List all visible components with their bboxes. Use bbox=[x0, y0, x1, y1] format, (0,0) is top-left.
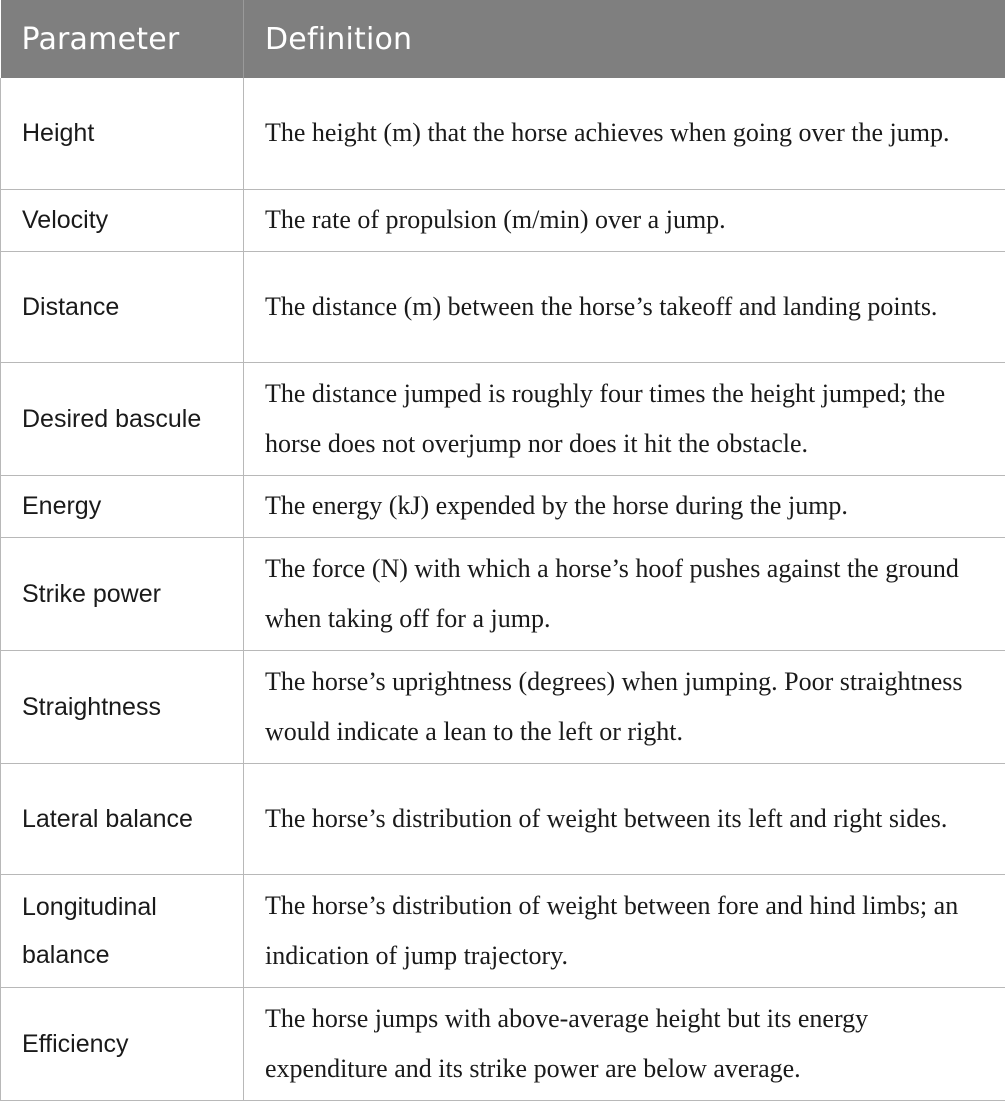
definition-cell: The horse jumps with above-average height but its energy expenditure and its strike power are below average. bbox=[244, 987, 1005, 1100]
table-row bbox=[1, 189, 1005, 251]
header-parameter: Parameter bbox=[1, 0, 244, 78]
definition-cell: The height (m) that the horse achieves when going over the jump. bbox=[244, 78, 1005, 189]
table-row bbox=[1, 537, 1005, 650]
header-row bbox=[1, 0, 1005, 78]
parameter-cell: Lateral balance bbox=[1, 763, 244, 874]
parameter-cell: Strike power bbox=[1, 537, 244, 650]
parameter-cell: Velocity bbox=[1, 189, 244, 251]
table-row bbox=[1, 475, 1005, 537]
definition-cell: The horse’s distribution of weight between its left and right sides. bbox=[244, 763, 1005, 874]
definition-cell: The horse’s uprightness (degrees) when jumping. Poor straightness would indicate a lean to the left or right. bbox=[244, 650, 1005, 763]
table-header bbox=[1, 0, 1005, 78]
table-body bbox=[1, 78, 1005, 1100]
table-row bbox=[1, 78, 1005, 189]
table-row bbox=[1, 874, 1005, 987]
parameter-cell: Distance bbox=[1, 251, 244, 362]
parameter-cell: Height bbox=[1, 78, 244, 189]
table-row bbox=[1, 362, 1005, 475]
definition-cell: The distance jumped is roughly four times the height jumped; the horse does not overjump nor does it hit the obstacle. bbox=[244, 362, 1005, 475]
table-row bbox=[1, 251, 1005, 362]
parameter-cell: Longitudinal balance bbox=[1, 874, 244, 987]
table-row bbox=[1, 763, 1005, 874]
parameter-cell: Energy bbox=[1, 475, 244, 537]
definition-cell: The rate of propulsion (m/min) over a jump. bbox=[244, 189, 1005, 251]
definition-cell: The distance (m) between the horse’s takeoff and landing points. bbox=[244, 251, 1005, 362]
definition-cell: The force (N) with which a horse’s hoof pushes against the ground when taking off for a jump. bbox=[244, 537, 1005, 650]
definition-cell: The horse’s distribution of weight between fore and hind limbs; an indication of jump trajectory. bbox=[244, 874, 1005, 987]
header-definition: Definition bbox=[244, 0, 1005, 78]
definition-cell: The energy (kJ) expended by the horse during the jump. bbox=[244, 475, 1005, 537]
table-row bbox=[1, 650, 1005, 763]
parameter-cell: Straightness bbox=[1, 650, 244, 763]
parameter-cell: Efficiency bbox=[1, 987, 244, 1100]
parameter-cell: Desired bascule bbox=[1, 362, 244, 475]
table-row bbox=[1, 987, 1005, 1100]
